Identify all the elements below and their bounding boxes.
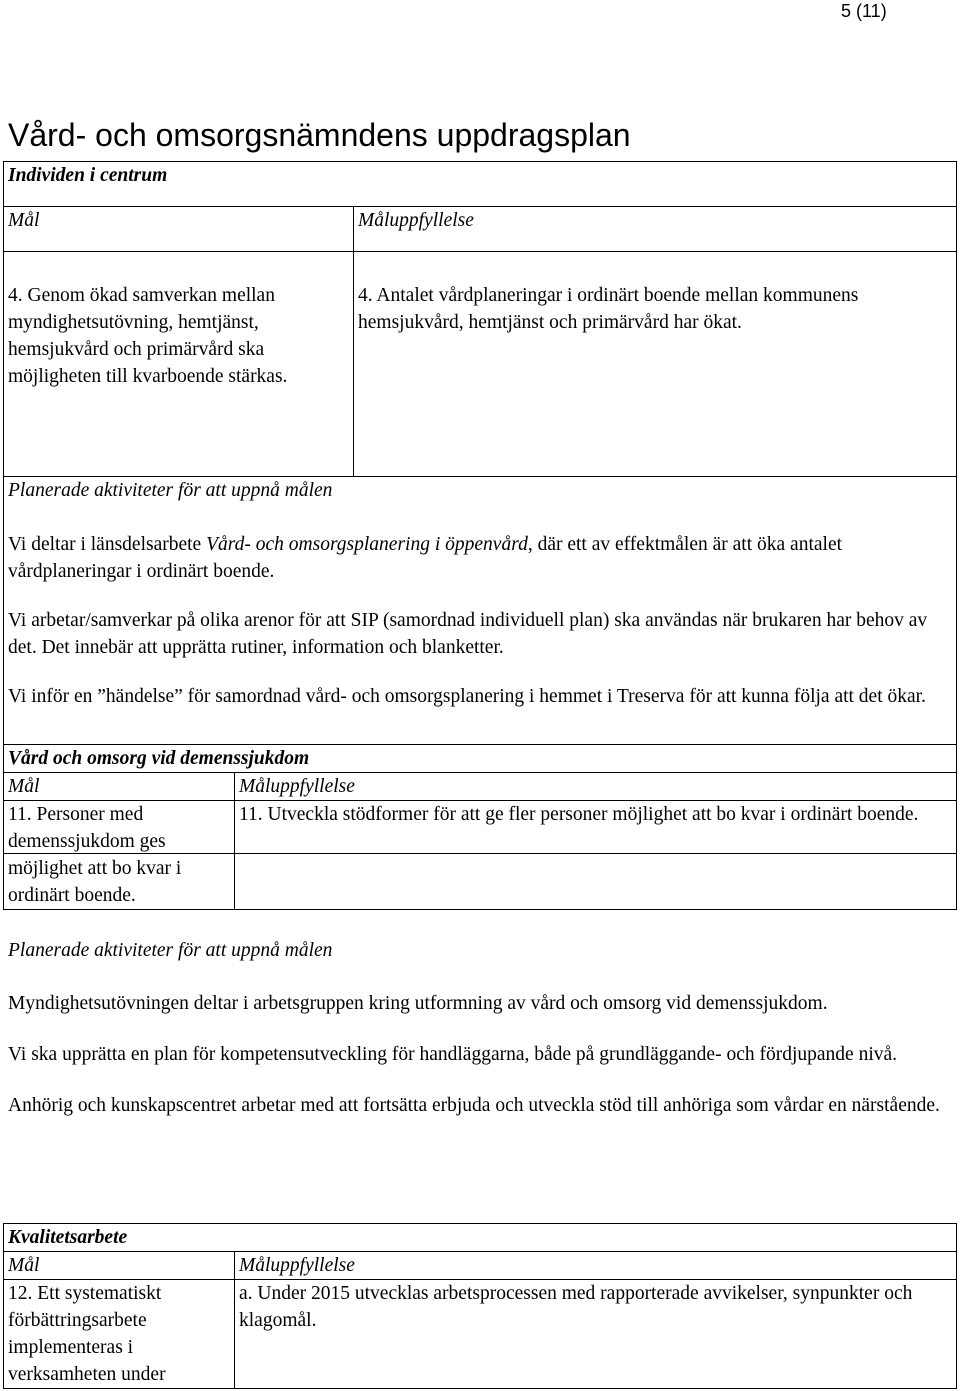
fulfillment-cell — [235, 1280, 957, 1389]
activity-paragraph: Vi arbetar/samverkar på olika arenor för att SIP (samordnad individuell plan) ska användas när brukaren har behov av det. Det innebär att upprätta rutiner, information och blanketter. — [8, 609, 928, 658]
fulfillment-text: 11. Utveckla stödformer för att ge fler personer möjlighet att bo kvar i ordinärt boende. — [239, 804, 919, 825]
goal-text: 11. Personer med demenssjukdom ges möjlighet att bo kvar i ordinärt boende. — [8, 804, 182, 906]
fulfillment-text: 4. Antalet vårdplaneringar i ordinärt boende mellan kommunens hemsjukvård, hemtjänst och primärvård har ökat. — [358, 285, 859, 334]
fulfillment-column-header: Måluppfyllelse — [354, 207, 957, 252]
goal-cell — [4, 801, 235, 910]
goal-cell — [4, 1280, 235, 1389]
activity-paragraph: Myndighetsutövningen deltar i arbetsgruppen kring utformning av vård och omsorg vid demenssjukdom. — [8, 993, 828, 1014]
fulfillment-column-header: Måluppfyllelse — [235, 1252, 957, 1280]
fulfillment-text: a. Under 2015 utvecklas arbetsprocessen med rapporterade avvikelser, synpunkter och klagomål. — [239, 1283, 913, 1331]
page-number: 5 (11) — [841, 1, 887, 21]
activities-heading: Planerade aktiviteter för att uppnå målen — [8, 479, 333, 501]
section-demenssjukdom — [3, 744, 957, 910]
goal-text: 4. Genom ökad samverkan mellan myndighetsutövning, hemtjänst, hemsjukvård och primärvård ska möjligheten till kvarboende stärkas. — [8, 285, 288, 388]
section-title: Kvalitetsarbete — [4, 1224, 957, 1252]
fulfillment-cell — [354, 252, 957, 476]
activities-heading: Planerade aktiviteter för att uppnå målen — [8, 940, 333, 961]
goal-column-header: Mål — [4, 207, 354, 252]
goal-cell — [4, 252, 354, 476]
section-title: Individen i centrum — [4, 162, 957, 207]
activity-paragraph: Vi inför en ”händelse” för samordnad vård- och omsorgsplanering i hemmet i Treserva för att kunna följa att det ökar. — [8, 685, 926, 707]
section-kvalitetsarbete — [3, 1223, 957, 1389]
fulfillment-column-header: Måluppfyllelse — [235, 773, 957, 801]
activity-paragraph: Anhörig och kunskapscentret arbetar med att fortsätta erbjuda och utveckla stöd till anhöriga som vårdar en närstående. — [8, 1095, 940, 1116]
goal-column-header: Mål — [4, 1252, 235, 1280]
section2-activities — [8, 937, 948, 1119]
goal-text: 12. Ett systematiskt förbättringsarbete implementeras i verksamheten under — [8, 1283, 166, 1385]
document-title: Vård- och omsorgsnämndens uppdragsplan — [8, 117, 631, 153]
goal-column-header: Mål — [4, 773, 235, 801]
fulfillment-cell — [235, 801, 957, 910]
activity-paragraph: Vi deltar i länsdelsarbete Vård- och omsorgsplanering i öppenvård, där ett av effektmålen är att öka antalet vårdplaneringar i ordinärt boende. — [8, 533, 843, 582]
section-title: Vård och omsorg vid demenssjukdom — [4, 745, 957, 773]
activity-paragraph: Vi ska upprätta en plan för kompetensutveckling för handläggarna, både på grundläggande- och fördjupande nivå. — [8, 1044, 898, 1065]
